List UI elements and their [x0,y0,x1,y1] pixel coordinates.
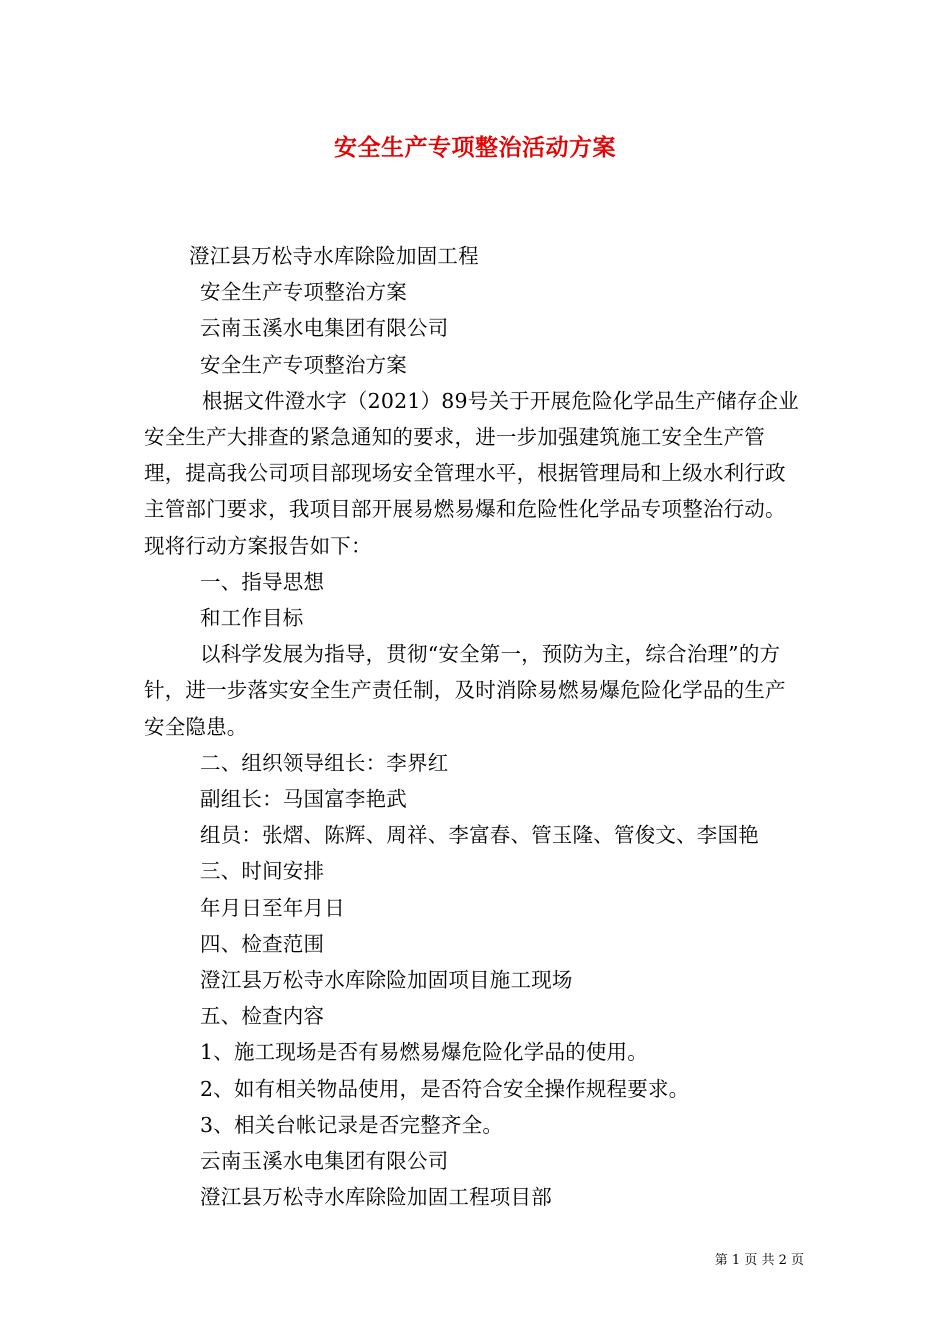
section-3-body: 年月日至年月日 [200,895,345,920]
section-5-item-1: 1、施工现场是否有易燃易爆危险化学品的使用。 [200,1040,648,1065]
section-5-item-3: 3、相关台帐记录是否完整齐全。 [200,1112,504,1137]
section-2-members: 组员：张熠、陈辉、周祥、李富春、管玉隆、管俊文、李国艳 [200,823,759,848]
header-plan-name-repeat: 安全生产专项整治方案 [200,352,407,377]
header-plan-name: 安全生产专项整治方案 [200,280,407,305]
header-project-name: 澄江县万松寺水库除险加固工程 [189,244,479,268]
header-company-name: 云南玉溪水电集团有限公司 [200,316,449,341]
document-body [144,238,806,1215]
section-4-title: 四、检查范围 [200,931,325,956]
signature-department: 澄江县万松寺水库除险加固工程项目部 [200,1185,552,1210]
section-5-title: 五、检查内容 [200,1004,325,1029]
intro-paragraph: 根据文件澄水字（2021）89号关于开展危险化学品生产储存企业安全生产大排查的紧急通知的要求，进一步加强建筑施工安全生产管理，提高我公司项目部现场安全管理水平，根据管理局和上级水利行政主管部门要求，我项目部开展易燃易爆和危险性化学品专项整治行动。现将行动方案报告如下： [144,388,799,558]
section-2-deputy: 副组长：马国富李艳武 [200,787,407,812]
section-1-subtitle: 和工作目标 [200,606,304,631]
section-4-body: 澄江县万松寺水库除险加固项目施工现场 [200,968,573,993]
page-number: 第 1 页 共 2 页 [714,1253,804,1268]
section-5-item-2: 2、如有相关物品使用，是否符合安全操作规程要求。 [200,1076,690,1101]
section-3-title: 三、时间安排 [200,859,325,884]
section-2-title: 二、组织领导组长：李界红 [200,750,449,775]
document-title: 安全生产专项整治活动方案 [334,134,616,161]
section-1-title: 一、指导思想 [200,569,325,594]
section-1-body: 以科学发展为指导，贯彻“安全第一，预防为主，综合治理”的方针，进一步落实安全生产责任制，及时消除易燃易爆危险化学品的生产安全隐患。 [144,642,786,739]
signature-company: 云南玉溪水电集团有限公司 [200,1149,449,1174]
